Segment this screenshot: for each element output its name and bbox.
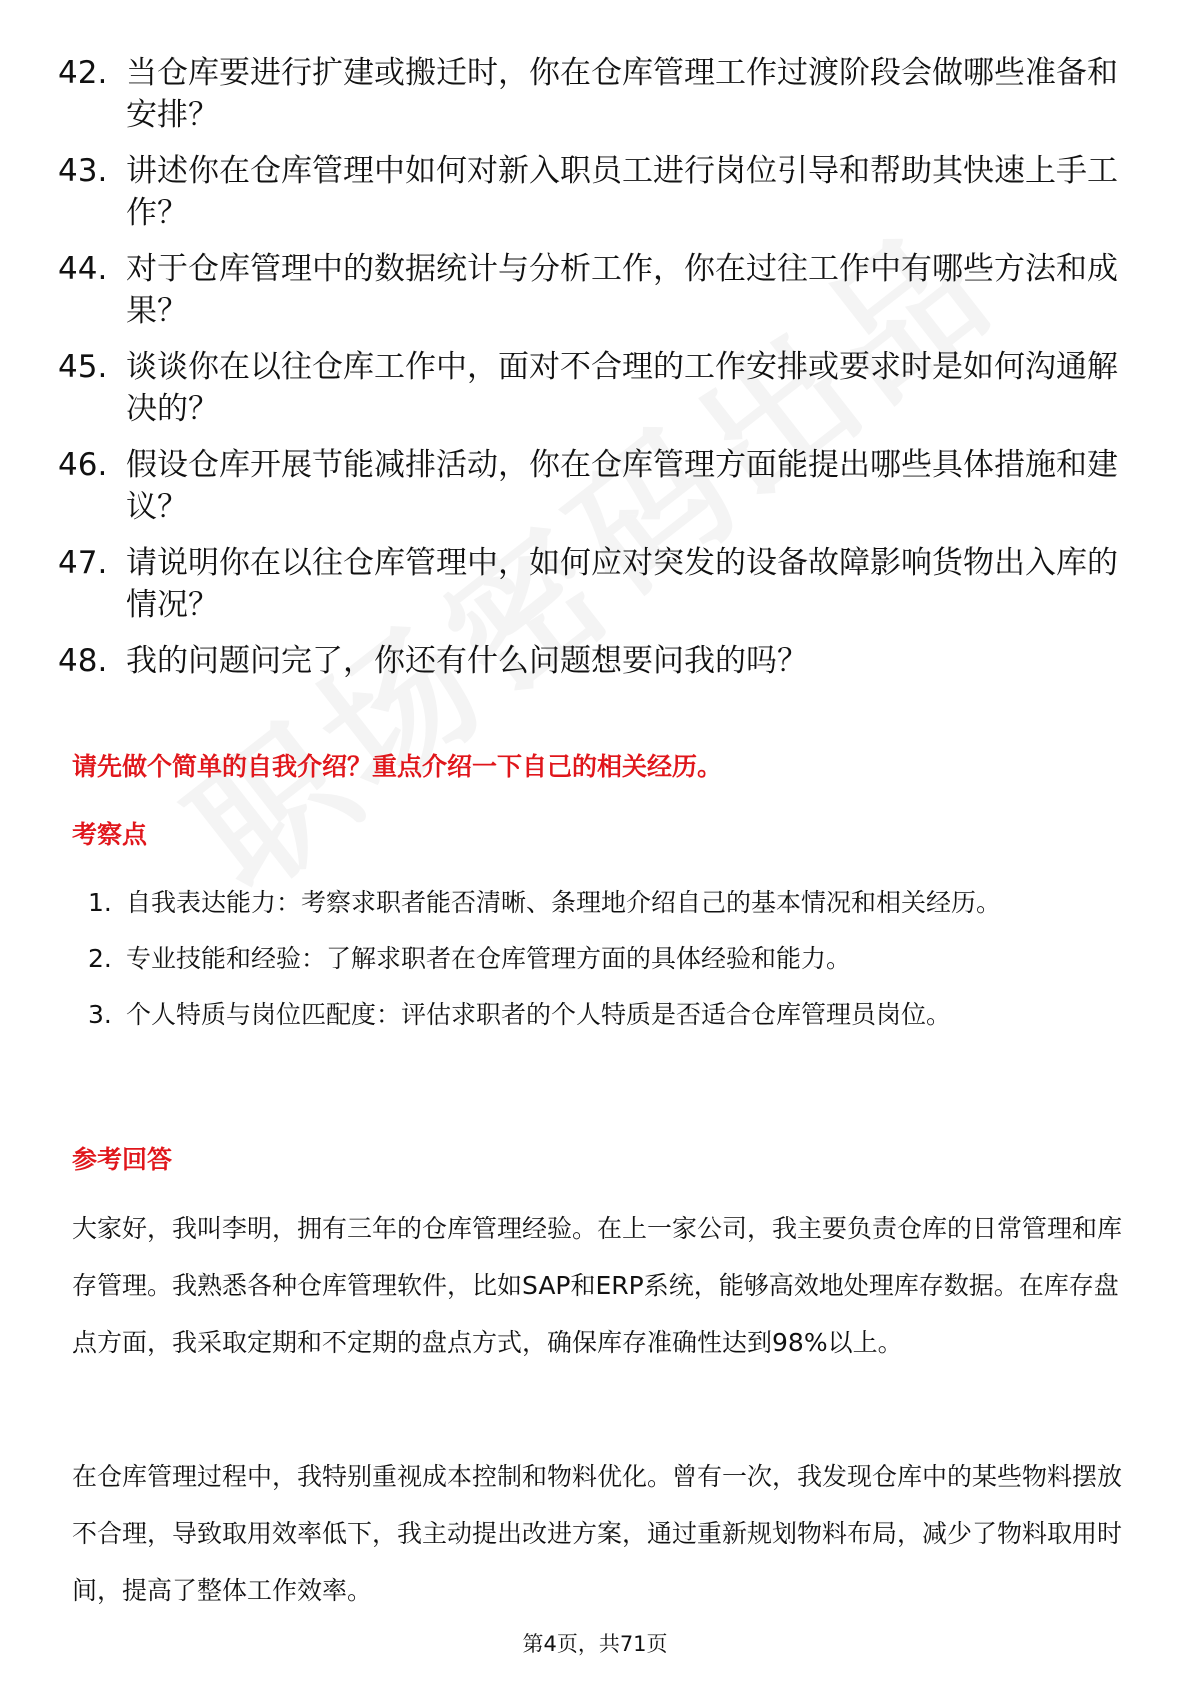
- list-item: [88, 931, 1118, 986]
- assessment-label: 考察点: [72, 820, 148, 849]
- list-item: [58, 150, 1118, 234]
- list-item: [58, 52, 1118, 136]
- point-number: 2.: [88, 944, 112, 973]
- question-list: [58, 52, 1118, 696]
- question-text: 假设仓库开展节能减排活动，你在仓库管理方面能提出哪些具体措施和建议？: [126, 447, 1118, 525]
- answer-paragraph: 大家好，我叫李明，拥有三年的仓库管理经验。在上一家公司，我主要负责仓库的日常管理和库存管理。我熟悉各种仓库管理软件，比如SAP和ERP系统，能够高效地处理库存数据。在库存盘点方面，我采取定期和不定期的盘点方式，确保库存准确性达到98%以上。: [72, 1214, 1123, 1357]
- list-item: [58, 248, 1118, 332]
- list-item: [58, 640, 1118, 682]
- question-text: 谈谈你在以往仓库工作中，面对不合理的工作安排或要求时是如何沟通解决的？: [126, 349, 1118, 427]
- question-text: 请说明你在以往仓库管理中，如何应对突发的设备故障影响货物出入库的情况？: [126, 545, 1118, 623]
- assessment-points: [88, 875, 1118, 1043]
- question-number: 43.: [58, 153, 108, 189]
- point-text: 专业技能和经验：了解求职者在仓库管理方面的具体经验和能力。: [126, 944, 852, 973]
- page-footer: 第4页，共71页: [522, 1632, 668, 1656]
- point-text: 个人特质与岗位匹配度：评估求职者的个人特质是否适合仓库管理员岗位。: [126, 1000, 952, 1029]
- point-number: 3.: [88, 1000, 112, 1029]
- question-text: 当仓库要进行扩建或搬迁时，你在仓库管理工作过渡阶段会做哪些准备和安排？: [126, 55, 1118, 133]
- point-number: 1.: [88, 888, 112, 917]
- answer-paragraph: 在仓库管理过程中，我特别重视成本控制和物料优化。曾有一次，我发现仓库中的某些物料摆放不合理，导致取用效率低下，我主动提出改进方案，通过重新规划物料布局，减少了物料取用时间，提高了整体工作效率。: [72, 1462, 1123, 1605]
- list-item: [88, 987, 1118, 1042]
- question-number: 47.: [58, 545, 108, 581]
- question-text: 我的问题问完了，你还有什么问题想要问我的吗？: [126, 643, 808, 679]
- list-item: [88, 875, 1118, 930]
- highlight-question: 请先做个简单的自我介绍？重点介绍一下自己的相关经历。: [72, 752, 723, 781]
- question-text: 讲述你在仓库管理中如何对新入职员工进行岗位引导和帮助其快速上手工作？: [126, 153, 1118, 231]
- question-number: 45.: [58, 349, 108, 385]
- question-number: 46.: [58, 447, 108, 483]
- list-item: [58, 444, 1118, 528]
- point-text: 自我表达能力：考察求职者能否清晰、条理地介绍自己的基本情况和相关经历。: [126, 888, 1002, 917]
- list-item: [58, 542, 1118, 626]
- question-number: 48.: [58, 643, 108, 679]
- list-item: [58, 346, 1118, 430]
- question-number: 42.: [58, 55, 108, 91]
- answer-label: 参考回答: [72, 1145, 173, 1174]
- question-text: 对于仓库管理中的数据统计与分析工作，你在过往工作中有哪些方法和成果？: [126, 251, 1118, 329]
- question-number: 44.: [58, 251, 108, 287]
